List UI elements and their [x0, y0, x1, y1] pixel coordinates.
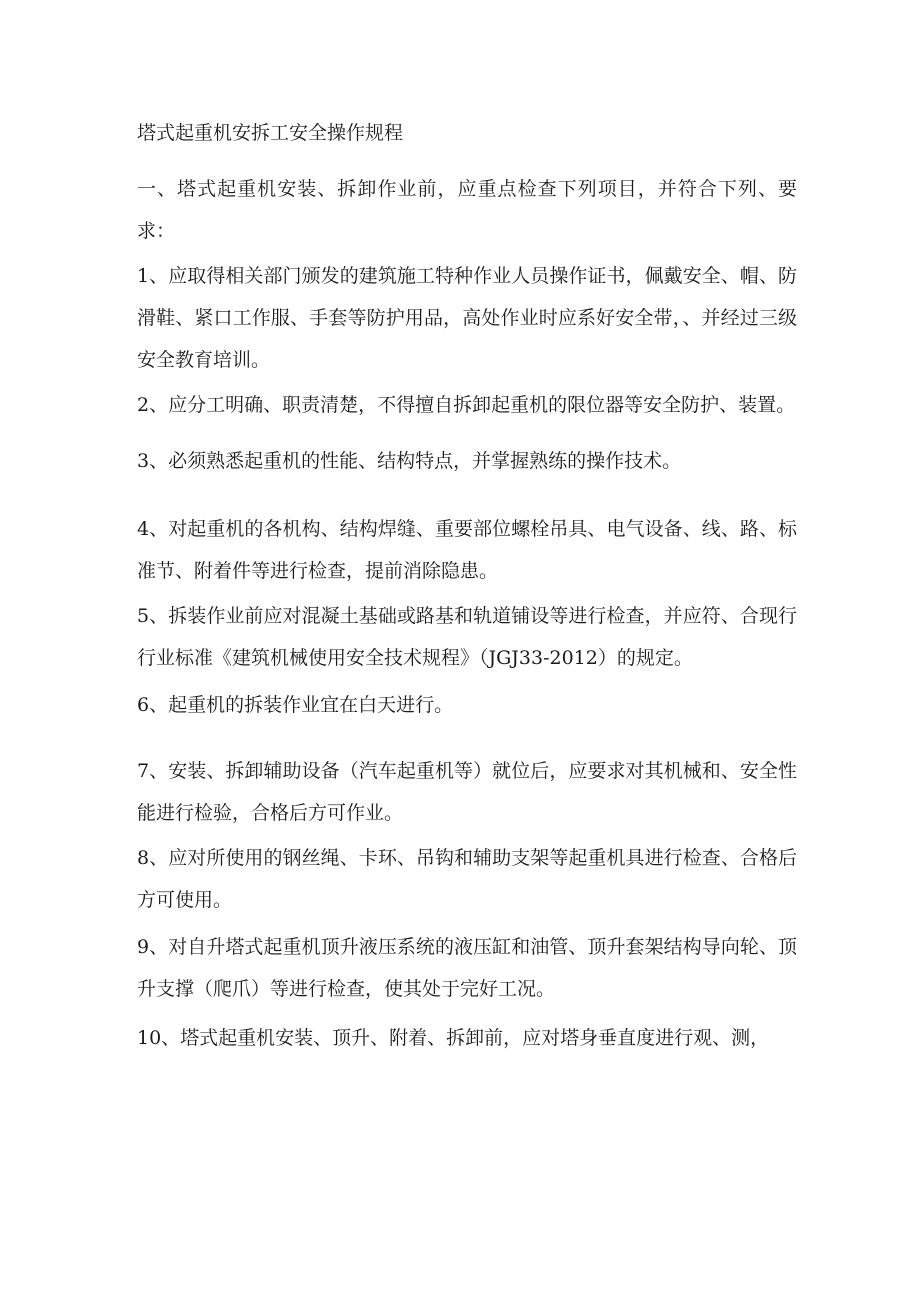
- paragraph-item-9: 9、对自升塔式起重机顶升液压系统的液压缸和油管、顶升套架结构导向轮、顶升支撑（爬爪）等进行检查，使其处于完好工况。: [137, 936, 797, 1000]
- paragraph-item-2: 2、应分工明确、职责清楚，不得擅自拆卸起重机的限位器等安全防护、装置。: [137, 394, 796, 416]
- document-title: 塔式起重机安拆工安全操作规程: [137, 122, 404, 144]
- document-body: [137, 117, 797, 1059]
- paragraph-item-3: 3、必须熟悉起重机的性能、结构特点，并掌握熟练的操作技术。: [137, 450, 682, 472]
- paragraph-item-5: 5、拆装作业前应对混凝土基础或路基和轨道铺设等进行检查，并应符、合现行行业标准《建筑机械使用安全技术规程》（JGJ33-2012）的规定。: [137, 605, 797, 669]
- paragraph-item-6: 6、起重机的拆装作业宜在白天进行。: [137, 694, 454, 716]
- paragraph-item-10: 10、塔式起重机安装、顶升、附着、拆卸前，应对塔身垂直度进行观、测，: [137, 1027, 770, 1049]
- paragraph-item-7: 7、安装、拆卸辅助设备（汽车起重机等）就位后，应要求对其机械和、安全性能进行检验，合格后方可作业。: [137, 760, 797, 824]
- paragraph-intro: 一、塔式起重机安装、拆卸作业前，应重点检查下列项目，并符合下列、要求：: [137, 178, 797, 242]
- paragraph-item-4: 4、对起重机的各机构、结构焊缝、重要部位螺栓吊具、电气设备、线、路、标准节、附着件等进行检查，提前消除隐患。: [137, 518, 797, 582]
- paragraph-item-8: 8、应对所使用的钢丝绳、卡环、吊钩和辅助支架等起重机具进行检查、合格后方可使用。: [137, 847, 797, 911]
- paragraph-item-1: 1、应取得相关部门颁发的建筑施工特种作业人员操作证书，佩戴安全、帽、防滑鞋、紧口工作服、手套等防护用品，高处作业时应系好安全带，、并经过三级安全教育培训。: [137, 265, 797, 371]
